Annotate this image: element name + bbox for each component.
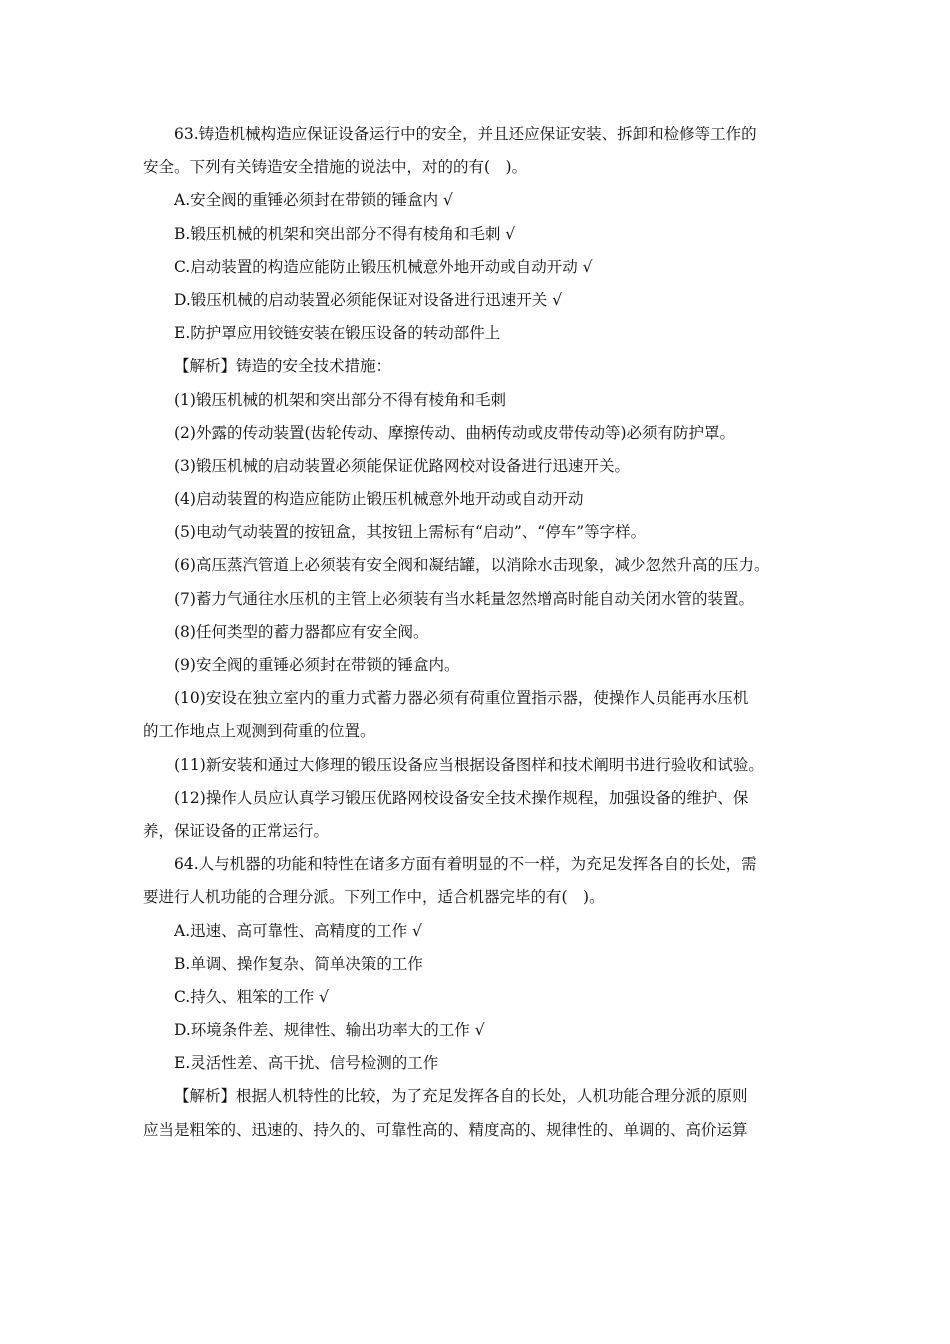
text-line: 应当是粗笨的、迅速的、持久的、可靠性高的、精度高的、规律性的、单调的、高价运算: [143, 1120, 748, 1139]
text-line: C.持久、粗笨的工作 √: [174, 987, 330, 1006]
text-line: (6)高压蒸汽管道上必须装有安全阀和凝结罐，以消除水击现象，减少忽然升高的压力。: [174, 556, 770, 575]
text-line: 要进行人机功能的合理分派。下列工作中，适合机器完毕的有( )。: [143, 888, 605, 907]
text-line: E.灵活性差、高干扰、信号检测的工作: [174, 1054, 439, 1073]
text-line: A.迅速、高可靠性、高精度的工作 √: [174, 921, 422, 940]
document-body: [143, 118, 813, 1147]
text-line: B.单调、操作复杂、简单决策的工作: [174, 954, 423, 973]
text-line: D.锻压机械的启动装置必须能保证对设备进行迅速开关 √: [174, 290, 563, 309]
text-line: D.环境条件差、规律性、输出功率大的工作 √: [174, 1021, 485, 1040]
text-line: B.锻压机械的机架和突出部分不得有棱角和毛刺 √: [174, 224, 516, 243]
text-line: (9)安全阀的重锤必须封在带锁的锤盒内。: [174, 656, 460, 674]
text-line: (1)锻压机械的机架和突出部分不得有棱角和毛刺: [174, 390, 506, 409]
text-line: (12)操作人员应认真学习锻压优路网校设备安全技术操作规程，加强设备的维护、保: [174, 788, 749, 807]
text-line: 64.人与机器的功能和特性在诸多方面有着明显的不一样，为充足发挥各自的长处，需: [174, 855, 757, 874]
text-line: (3)锻压机械的启动装置必须能保证优路网校对设备进行迅速开关。: [174, 456, 630, 475]
text-line: C.启动装置的构造应能防止锻压机械意外地开动或自动开动 √: [174, 257, 593, 276]
text-line: 安全。下列有关铸造安全措施的说法中，对的的有( )。: [143, 158, 528, 177]
text-line: 养，保证设备的正常运行。: [143, 821, 330, 840]
text-line: A.安全阀的重锤必须封在带锁的锤盒内 √: [174, 191, 453, 210]
text-line: (4)启动装置的构造应能防止锻压机械意外地开动或自动开动: [174, 490, 584, 509]
text-line: (5)电动气动装置的按钮盒，其按钮上需标有“启动”、“停车”等字样。: [174, 523, 647, 542]
text-line: (11)新安装和通过大修理的锻压设备应当根据设备图样和技术阐明书进行验收和试验。: [174, 755, 764, 774]
text-line: (8)任何类型的蓄力器都应有安全阀。: [174, 622, 429, 641]
text-line: (7)蓄力气通往水压机的主管上必须装有当水耗量忽然增高时能自动关闭水管的装置。: [174, 589, 754, 608]
text-line: E.防护罩应用铰链安装在锻压设备的转动部件上: [174, 324, 501, 343]
text-line: (2)外露的传动装置(齿轮传动、摩擦传动、曲柄传动或皮带传动等)必须有防护罩。: [174, 423, 736, 442]
text-line: 【解析】铸造的安全技术措施：: [174, 357, 392, 376]
text-line: 【解析】根据人机特性的比较，为了充足发挥各自的长处，人机功能合理分派的原则: [174, 1087, 748, 1106]
text-line: 的工作地点上观测到荷重的位置。: [143, 722, 376, 741]
text-line: 63.铸造机械构造应保证设备运行中的安全，并且还应保证安装、拆卸和检修等工作的: [174, 125, 757, 143]
text-line: (10)安设在独立室内的重力式蓄力器必须有荷重位置指示器，使操作人员能再水压机: [174, 689, 749, 708]
